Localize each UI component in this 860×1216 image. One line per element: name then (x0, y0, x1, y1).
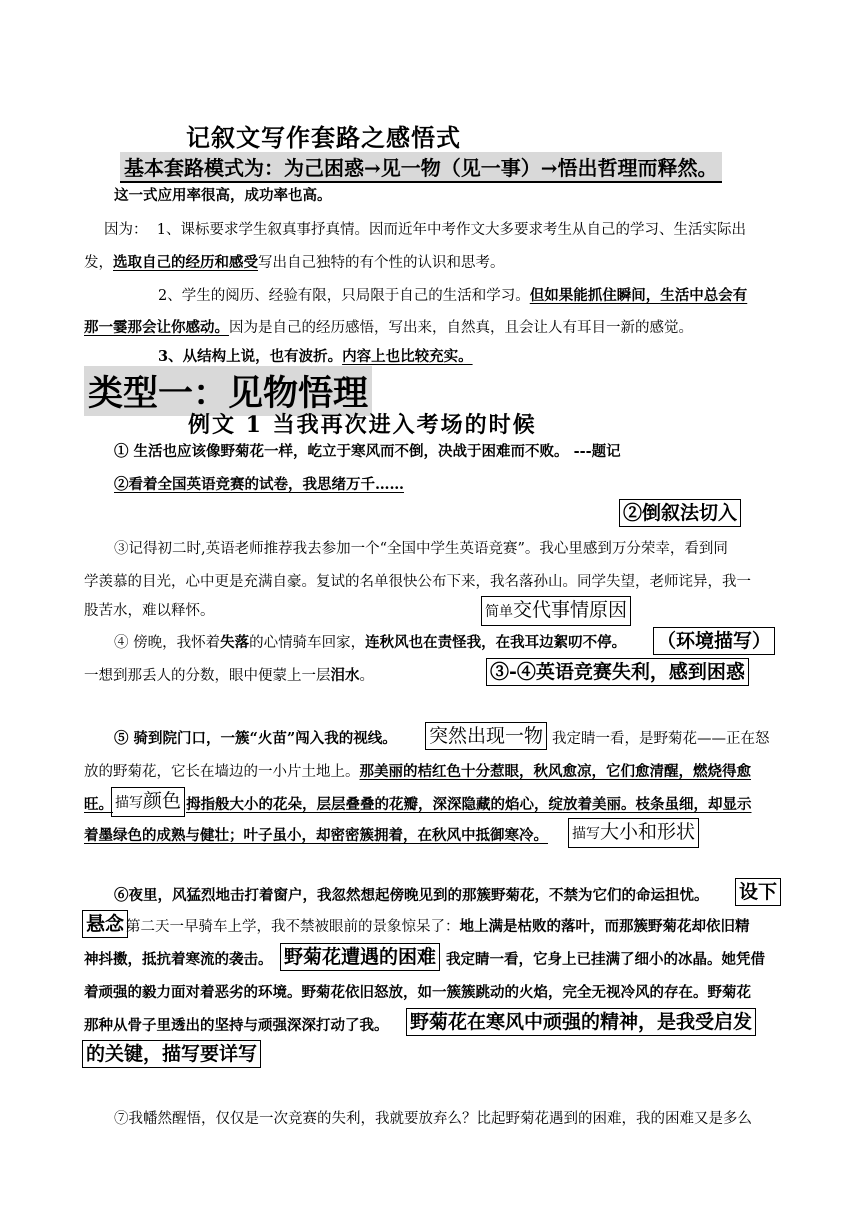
essay-para-6-line2 (126, 917, 750, 937)
reason1-post: 写出自己独特的有个性的认识和思考。 (258, 255, 505, 271)
note-reason-big: 交代事情原因 (513, 599, 628, 621)
type-heading: 类型一：见物悟理 (84, 366, 372, 416)
reason1-line1 (104, 220, 746, 240)
para4-a2: 失落 (220, 634, 250, 651)
reason2-underlined: 但如果能抓住瞬间，生活中总会有 (529, 287, 748, 304)
para5-b2: 那美丽的桔红色十分惹眼，秋风愈凉，它们愈清醒，燃烧得愈 (359, 763, 751, 780)
essay-para-3-line2 (84, 572, 751, 592)
reason1-line2 (84, 253, 505, 273)
essay-para-5-line1 (114, 729, 397, 749)
reason3-line (158, 347, 473, 367)
reason1-underlined: 选取自己的经历和感受 (113, 254, 258, 271)
note-flashback: ②倒叙法切入 (619, 499, 741, 527)
note-size-big: 大小和形状 (600, 821, 696, 843)
reason1-pre: 发， (84, 255, 113, 271)
note-key-line1: 野菊花在寒风中顽强的精神，是我受启发 (406, 1008, 756, 1036)
para4-a4: 连秋风也在责怪我，在我耳边絮叨不停。 (365, 634, 627, 651)
para4-b: 一想到那丢人的分数，眼中便蒙上一层 (84, 668, 331, 684)
document-title: 记叙文写作套路之感悟式 (186, 123, 461, 152)
note-color-big: 颜色 (143, 790, 182, 812)
reason3-pre: 3、从结构上说，也有波折。 (158, 348, 343, 365)
note-color-small: 描写 (115, 795, 143, 811)
note-key-line2: 的关键，描写要详写 (82, 1040, 261, 1068)
essay-para-6-line1: ⑥夜里，风猛烈地击打着窗户，我忽然想起傍晚见到的那簇野菊花，不禁为它们的命运担忧。 (114, 887, 709, 904)
essay-para-3-line3 (84, 601, 215, 621)
intro-summary: 这一式应用率很高，成功率也高。 (114, 187, 332, 204)
essay-para-5-line3: 拇指般大小的花朵，层层叠叠的花瓣，深深隐藏的焰心，绽放着美丽。枝条虽细，却显示 (186, 796, 752, 813)
note-environment: （环境描写） (653, 627, 775, 655)
note-size-small: 描写 (572, 826, 600, 842)
para6-b1: 第二天一早骑车上学，我不禁被眼前的景象惊呆了： (126, 919, 460, 935)
note-suspense-top: 设下 (735, 878, 781, 906)
note-hardship: 野菊花遭遇的困难 (280, 943, 440, 971)
note-sudden: 突然出现一物 (425, 722, 547, 750)
essay-para-6-line4: 着顽强的毅力面对着恶劣的环境。野菊花依旧怒放，如一簇簇跳动的火焰，完全无视冷风的存在。野菊花 (84, 984, 751, 1001)
essay-para-2: ②看着全国英语竞赛的试卷，我思绪万千…… (114, 476, 404, 493)
essay-para-5-line4: 着墨绿色的成熟与健壮；叶子虽小，却密密簇拥着，在秋风中抵御寒冷。 (84, 827, 548, 844)
reason2-line1 (158, 286, 747, 306)
essay-para-7: ⑦我幡然醒悟，仅仅是一次竞赛的失利，我就要放弃么？比起野菊花遇到的困难，我的困难又是多么 (114, 1111, 752, 1127)
example-title: 例文 1 当我再次进入考场的时候 (188, 412, 537, 438)
essay-para-3-line1: ③记得初二时,英语老师推荐我去参加一个“全国中学生英语竞赛”。我心里感到万分荣幸，看到同 (114, 541, 728, 557)
reason1-text: 1、课标要求学生叙真事抒真情。因而近年中考作文大多要求考生从自己的学习、生活实际出 (156, 222, 746, 238)
para3-end: 股苦水，难以释怀。 (84, 603, 215, 619)
note-suspense-bottom: 悬念 (82, 910, 128, 938)
essay-para-5-line2 (84, 762, 751, 782)
reason2-line2 (84, 318, 693, 338)
essay-para-4-line1 (114, 633, 626, 653)
reason2-underlined-2: 那一霎那会让你感动。 (84, 319, 229, 336)
para4-b3: 。 (359, 668, 374, 684)
para4-b2: 泪水 (330, 667, 360, 684)
essay-para-6-line3: 神抖擞，抵抗着寒流的袭击。 (84, 951, 273, 968)
essay-epigraph: ① 生活也应该像野菊花一样，屹立于寒风而不倒，决战于困难而不败。 ---题记 (114, 443, 621, 460)
essay-para-6-line5: 那种从骨子里透出的坚持与顽强深深打动了我。 (84, 1017, 389, 1034)
note-confused: ③-④英语竞赛失利，感到困惑 (486, 658, 749, 686)
para3-text: 学羡慕的目光，心中更是充满自豪。复试的名单很快公布下来，我名落孙山。同学失望，老师诧异，我一 (84, 574, 751, 590)
reason2-post: 因为是自己的经历感悟，写出来，自然真，且会让人有耳目一新的感觉。 (229, 320, 693, 336)
essay-para-4-line2 (84, 666, 374, 686)
note-color (111, 787, 185, 817)
para5-b1: 放的野菊花，它长在墙边的一小片土地上。 (84, 764, 360, 780)
pattern-heading: 基本套路模式为：为己困惑→见一物（见一事）→悟出哲理而释然。 (120, 152, 722, 183)
para6-b2: 地上满是枯败的落叶，而那簇野菊花却依旧精 (459, 918, 750, 935)
para4-a3: 的心情骑车回家， (249, 635, 366, 651)
note-reason-small: 简单 (485, 604, 513, 620)
reason2-pre: 2、学生的阅历、经验有限，只局限于自己的生活和学习。 (158, 288, 530, 304)
essay-para-5-line3-start: 旺。 (84, 796, 113, 813)
essay-para-6-line3-end: 我定睛一看，它身上已挂满了细小的冰晶。她凭借 (446, 951, 765, 968)
essay-para-5-line1-end: 我定睛一看，是野菊花——正在怒 (552, 731, 770, 747)
reason-label: 因为： (104, 222, 148, 238)
note-reason (481, 596, 631, 626)
para4-a1: ④ 傍晚，我怀着 (114, 635, 221, 651)
reason3-underlined: 内容上也比较充实。 (342, 348, 473, 365)
note-size (568, 818, 699, 848)
para5-a1: ⑤ 骑到院门口，一簇“火苗”闯入我的视线。 (114, 730, 397, 747)
